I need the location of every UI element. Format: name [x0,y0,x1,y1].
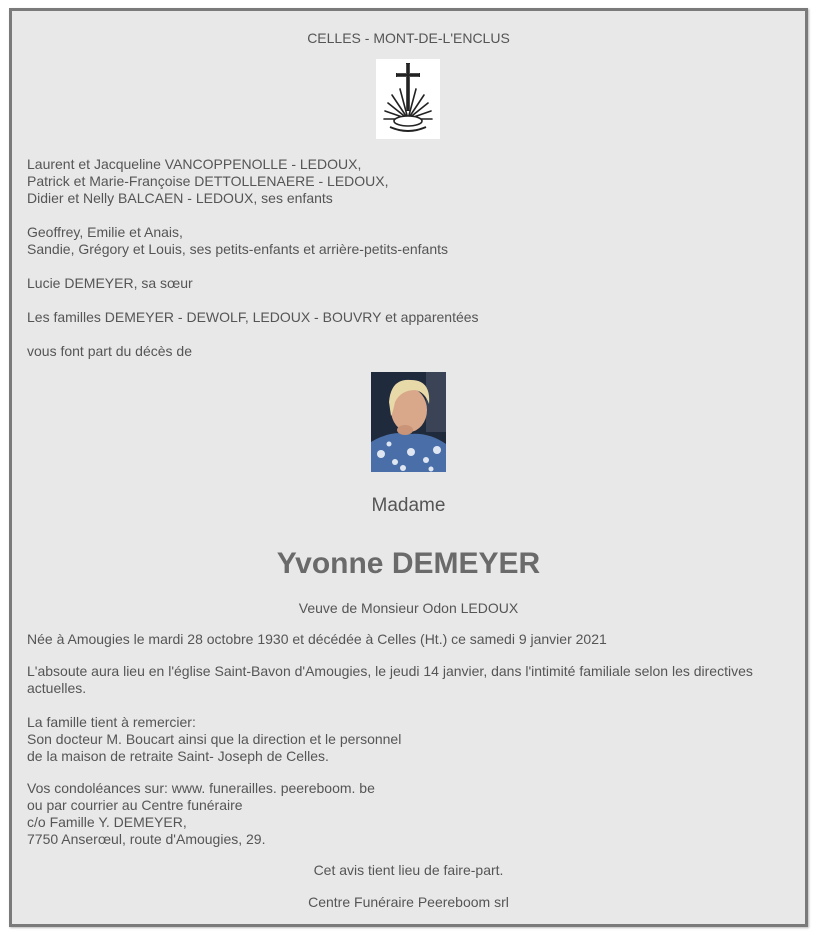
children-line-2: Patrick et Marie-Françoise DETTOLLENAERE - LEDOUX, [27,173,389,189]
children-line-1: Laurent et Jacqueline VANCOPPENOLLE - LEDOUX, [27,156,362,172]
birth-death-line: Née à Amougies le mardi 28 octobre 1930 et décédée à Celles (Ht.) ce samedi 9 janvier 2021 [27,631,607,647]
condolences-line-4: 7750 Anserœul, route d'Amougies, 29. [27,831,266,847]
ceremony-line-1: L'absoute aura lieu en l'église Saint-Bavon d'Amougies, le jeudi 14 janvier, dans l'intimité familiale selon les directives [27,663,753,679]
ceremony-line-2: actuelles. [27,680,87,696]
portrait-photo [371,372,446,472]
condolences-line-3: c/o Famille Y. DEMEYER, [27,814,187,830]
children-line-3: Didier et Nelly BALCAEN - LEDOUX, ses enfants [27,190,333,206]
deceased-name: Yvonne DEMEYER [276,547,541,580]
thanks-line-2: Son docteur M. Boucart ainsi que la direction et le personnel [27,731,402,747]
widow-line: Veuve de Monsieur Odon LEDOUX [298,600,519,616]
sister-line: Lucie DEMEYER, sa sœur [27,275,193,291]
announcement-line: vous font part du décès de [27,343,192,359]
notice-line: Cet avis tient lieu de faire-part. [313,862,504,878]
thanks-line-3: de la maison de retraite Saint- Joseph de Celles. [27,748,329,764]
funeral-company: Centre Funéraire Peereboom srl [308,894,509,910]
location-heading: CELLES - MONT-DE-L'ENCLUS [307,30,510,46]
grandchildren-line-1: Geoffrey, Emilie et Anais, [27,224,183,240]
condolences-line-2: ou par courrier au Centre funéraire [27,797,243,813]
obituary-card [9,8,808,927]
condolences-line-1: Vos condoléances sur: www. funerailles. peereboom. be [27,780,375,796]
thanks-line-1: La famille tient à remercier: [27,714,196,730]
families-line: Les familles DEMEYER - DEWOLF, LEDOUX - BOUVRY et apparentées [27,309,479,325]
grandchildren-line-2: Sandie, Grégory et Louis, ses petits-enfants et arrière-petits-enfants [27,241,448,257]
cross-emblem-icon [376,59,440,139]
title-madame: Madame [371,495,446,516]
